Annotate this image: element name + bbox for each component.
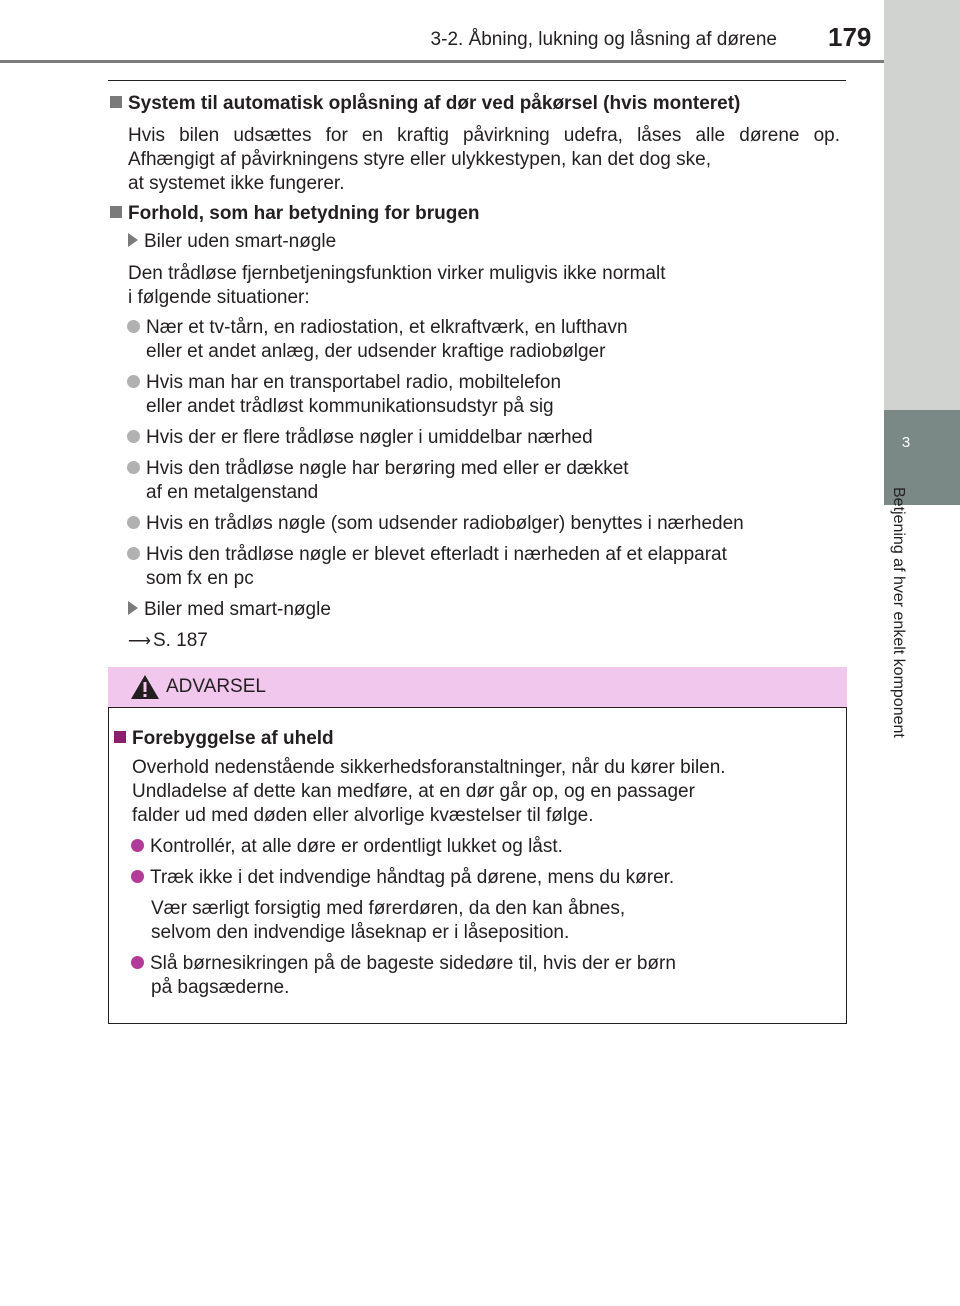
paragraph-line: Den trådløse fjernbetjeningsfunktion virker muligvis ikke normalt xyxy=(128,263,666,284)
paragraph-line: at systemet ikke fungerer. xyxy=(128,173,345,194)
list-item-continuation: eller andet trådløst kommunikationsudstyr på sig xyxy=(146,396,554,417)
list-item-text: Nær et tv-tårn, en radiostation, et elkraftværk, en lufthavn xyxy=(146,317,628,338)
subheading-text: Biler uden smart-nøgle xyxy=(144,231,337,252)
header-divider xyxy=(0,60,960,63)
circle-bullet-icon xyxy=(131,839,144,852)
list-item xyxy=(127,426,593,450)
warning-note-line: selvom den indvendige låseknap er i låseposition. xyxy=(151,922,570,943)
page-number: 179 xyxy=(828,22,872,52)
list-item-continuation: af en metalgenstand xyxy=(146,482,319,503)
warning-list-item xyxy=(131,835,563,859)
heading-text: Forebyggelse af uheld xyxy=(132,728,334,749)
list-item-continuation: eller et andet anlæg, der udsender kraftige radiobølger xyxy=(146,341,606,362)
content-divider xyxy=(108,80,846,81)
warning-line: falder ud med døden eller alvorlige kvæstelser til følge. xyxy=(132,805,594,826)
list-item-text: Træk ikke i det indvendige håndtag på dørene, mens du kører. xyxy=(150,867,675,888)
warning-list-item xyxy=(131,866,674,890)
subheading-with-smart-key xyxy=(128,598,331,622)
paragraph-line: Afhængigt af påvirkningens styre eller ulykkestypen, kan det dog ske, xyxy=(128,149,711,170)
circle-bullet-icon xyxy=(131,956,144,969)
warning-triangle-icon xyxy=(130,674,160,700)
square-bullet-icon xyxy=(110,206,122,218)
page-reference-link[interactable] xyxy=(128,629,208,654)
circle-bullet-icon xyxy=(127,320,140,333)
circle-bullet-icon xyxy=(127,547,140,560)
circle-bullet-icon xyxy=(127,430,140,443)
warning-heading xyxy=(114,727,334,751)
heading-text: System til automatisk oplåsning af dør ved påkørsel (hvis monteret) xyxy=(128,93,741,114)
list-item-continuation: på bagsæderne. xyxy=(151,977,290,998)
chapter-title: Betjening af hver enkelt komponent xyxy=(890,487,907,738)
warning-line: Overhold nedenstående sikkerhedsforanstaltninger, når du kører bilen. xyxy=(132,757,726,778)
list-item-text: Hvis den trådløse nøgle er blevet efterladt i nærheden af et elapparat xyxy=(146,544,727,565)
list-item-text: Hvis den trådløse nøgle har berøring med eller er dækket xyxy=(146,458,629,479)
chapter-number: 3 xyxy=(901,434,911,451)
section-heading-conditions xyxy=(110,202,480,226)
circle-bullet-icon xyxy=(127,461,140,474)
arrow-right-icon: ⟶ xyxy=(128,633,151,650)
list-item-continuation: som fx en pc xyxy=(146,568,254,589)
square-bullet-icon xyxy=(114,731,126,743)
paragraph-line: i følgende situationer: xyxy=(128,287,310,308)
list-item xyxy=(127,371,561,395)
square-bullet-icon xyxy=(110,96,122,108)
section-heading-auto-unlock xyxy=(110,92,740,116)
heading-text: Forhold, som har betydning for brugen xyxy=(128,203,480,224)
circle-bullet-icon xyxy=(127,516,140,529)
list-item xyxy=(127,457,629,481)
circle-bullet-icon xyxy=(131,870,144,883)
triangle-bullet-icon xyxy=(128,601,138,615)
subheading-text: Biler med smart-nøgle xyxy=(144,599,331,620)
warning-list-item xyxy=(131,952,676,976)
list-item xyxy=(127,316,628,340)
list-item-text: Kontrollér, at alle døre er ordentligt lukket og låst. xyxy=(150,836,563,857)
list-item-text: Hvis der er flere trådløse nøgler i umiddelbar nærhed xyxy=(146,427,593,448)
list-item-text: Hvis en trådløs nøgle (som udsender radiobølger) benyttes i nærheden xyxy=(146,513,744,534)
reference-text: S. 187 xyxy=(152,630,208,651)
section-title: 3-2. Åbning, lukning og låsning af dørene xyxy=(430,29,777,50)
list-item-text: Hvis man har en transportabel radio, mobiltelefon xyxy=(146,372,562,393)
warning-note-line: Vær særligt forsigtig med førerdøren, da den kan åbnes, xyxy=(151,898,626,919)
subheading-without-smart-key xyxy=(128,230,336,254)
list-item xyxy=(127,512,744,536)
warning-line: Undladelse af dette kan medføre, at en dør går op, og en passager xyxy=(132,781,695,802)
paragraph-line: Hvis bilen udsættes for en kraftig påvirkning udefra, låses alle dørene op. xyxy=(128,125,840,146)
side-tab-background xyxy=(884,0,960,410)
triangle-bullet-icon xyxy=(128,233,138,247)
circle-bullet-icon xyxy=(127,375,140,388)
warning-label: ADVARSEL xyxy=(166,676,266,697)
list-item-text: Slå børnesikringen på de bageste sidedøre til, hvis der er børn xyxy=(150,953,676,974)
list-item xyxy=(127,543,727,567)
